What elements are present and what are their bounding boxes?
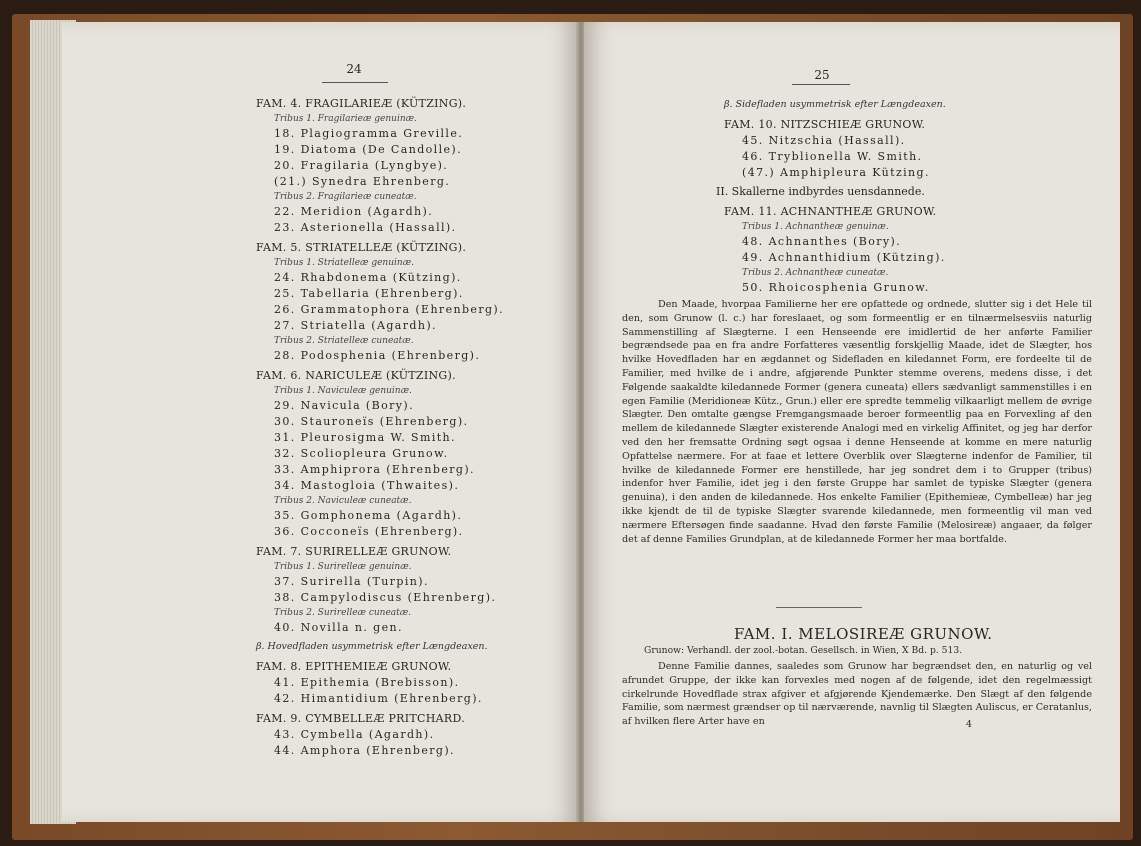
family-heading: FAM. 9. CYMBELLEÆ PRITCHARD. [256,712,465,725]
tribus-label: Tribus 1. Achnantheæ genuinæ. [742,222,889,232]
tribus-label: Tribus 1. Fragilarieæ genuinæ. [274,114,417,124]
genus-entry: 37. Surirella (Turpin). [274,575,429,588]
page-number: 24 [346,62,362,76]
genus-entry: 32. Scoliopleura Grunow. [274,447,449,460]
genus-entry: 46. Tryblionella W. Smith. [742,150,923,163]
group-heading: II. Skallerne indbyrdes uensdannede. [716,185,925,198]
family-heading: FAM. 7. SURIRELLEÆ GRUNOW. [256,545,452,558]
signature-mark: 4 [965,719,972,730]
family-heading: FAM. 8. EPITHEMIEÆ GRUNOW. [256,660,452,673]
genus-entry: 36. Cocconeïs (Ehrenberg). [274,525,464,538]
subdivision-heading: β. Hovedfladen usymmetrisk efter Længdeaxen. [256,641,488,652]
genus-list [716,94,946,296]
genus-entry: (21.) Synedra Ehrenberg. [274,175,451,188]
genus-entry: 22. Meridion (Agardh). [274,205,434,218]
genus-entry: 31. Pleurosigma W. Smith. [274,431,456,444]
genus-entry: 27. Striatella (Agardh). [274,319,437,332]
genus-entry: 42. Himantidium (Ehrenberg). [274,692,483,705]
tribus-label: Tribus 2. Fragilarieæ cuneatæ. [274,192,417,202]
page-number-rule [792,84,850,85]
tribus-label: Tribus 2. Naviculeæ cuneatæ. [274,496,412,506]
tribus-label: Tribus 2. Striatelleæ cuneatæ. [274,336,414,346]
citation: Grunow: Verhandl. der zool.-botan. Gesellsch. in Wien, X Bd. p. 513. [644,645,963,656]
genus-entry: 49. Achnanthidium (Kützing). [742,251,946,264]
tribus-label: Tribus 2. Achnantheæ cuneatæ. [742,268,889,278]
genus-entry: 20. Fragilaria (Lyngbye). [274,159,449,172]
genus-entry: 34. Mastogloia (Thwaites). [274,479,460,492]
family-heading: FAM. 5. STRIATELLEÆ (KÜTZING). [256,241,467,254]
genus-entry: 23. Asterionella (Hassall). [274,221,457,234]
genus-entry: 48. Achnanthes (Bory). [742,235,902,248]
genus-entry: 50. Rhoicosphenia Grunow. [742,281,930,294]
genus-entry: 24. Rhabdonema (Kützing). [274,271,462,284]
left-page [62,22,578,822]
tribus-label: Tribus 1. Surirelleæ genuinæ. [274,562,412,572]
genus-entry: 35. Gomphonema (Agardh). [274,509,463,522]
genus-entry: 33. Amphiprora (Ehrenberg). [274,463,475,476]
genus-entry: 28. Podosphenia (Ehrenberg). [274,349,481,362]
tribus-label: Tribus 1. Naviculeæ genuinæ. [274,386,412,396]
genus-entry: 29. Navicula (Bory). [274,399,414,412]
genus-entry: 41. Epithemia (Brebisson). [274,676,460,689]
tribus-label: Tribus 1. Striatelleæ genuinæ. [274,258,415,268]
subdivision-heading: β. Sidefladen usymmetrisk efter Længdeaxen. [724,99,946,110]
family-heading: FAM. 11. ACHNANTHEÆ GRUNOW. [724,205,937,218]
family-heading: FAM. 4. FRAGILARIEÆ (KÜTZING). [256,97,467,110]
genus-entry: 43. Cymbella (Agardh). [274,728,435,741]
right-page [584,22,1120,822]
genus-entry: 18. Plagiogramma Greville. [274,127,464,140]
section-title: FAM. I. MELOSIREÆ GRUNOW. [734,625,993,643]
genus-entry: 45. Nitzschia (Hassall). [742,134,906,147]
genus-entry: (47.) Amphipleura Kützing. [742,166,930,179]
genus-entry: 44. Amphora (Ehrenberg). [274,744,455,757]
genus-entry: 25. Tabellaria (Ehrenberg). [274,287,464,300]
section-divider [776,607,862,608]
section-paragraph: Denne Familie dannes, saaledes som Grunow har begrændset den, en naturlig og vel afrundet Gruppe, der ikke kan forvexles med nogen af de følgende, idet den regelmæssigt cirkelrunde Hovedflade strax afgiver et afgjørende Kjendemærke. Den Slægt af den følgende Familie, som nærmest grændser op til nærværende, navnlig til Slægten Auliscus, er Ceratanlus, af hvilken flere Arter have en [622,661,1092,728]
genus-entry: 38. Campylodiscus (Ehrenberg). [274,591,497,604]
page-number-rule [322,82,388,83]
family-heading: FAM. 10. NITZSCHIEÆ GRUNOW. [724,118,926,131]
tribus-label: Tribus 2. Surirelleæ cuneatæ. [274,608,412,618]
genus-list [256,92,504,759]
body-paragraph: Den Maade, hvorpaa Familierne her ere opfattede og ordnede, slutter sig i det Hele til den, som Grunow (l. c.) har foreslaaet, og som formeentlig er en tilnærmelsesviis naturlig Sammenstilling af Slægterne. I een Henseende ere imidlertid de her anførte Familier begrændsede paa en fra andre Forfatteres væsentlig forskjellig Maade, idet de Slægter, hos hvilke Hovedfladen har en ægdannet og Sidefladen en kiledannet Form, ere fordeelte til de Familier, med hvilke de i andre, afgjørende Punkter stemme overens, medens disse, i det Følgende saakaldte kiledannede Former (genera cuneata) ellers sædvanligt sammenstilles i en egen Familie (Meridioneæ Kütz., Grun.) eller ere spredte temmelig vilkaarligt mellem de øvrige Slægter. Den omtalte gængse Fremgangsmaade beroer formeentlig paa en Forvexling af den mellem de kiledannede Slægter existerende Analogi med en virkelig Affinitet, og jeg har derfor ved den her fremsatte Ordning søgt ogsaa i denne Henseende at komme en mere naturlig Opfattelse nærmere. For at faae et lettere Overblik over Slægterne indenfor de Familier, til hvilke de kiledannede Former ere henstillede, har jeg sondret dem i to Grupper (tribus) indenfor hver Familie, idet jeg i den første Gruppe har samlet de typiske Slægter (genera genuina), i den anden de kiledannede. Hos enkelte Familier (Epithemieæ, Cymbelleæ) har jeg ikke kjendt de til de typiske Slægter svarende kiledannede, men formeentlig vil man ved nærmere Eftersøgen finde saadanne. Hvad den første Familie (Melosireæ) angaaer, da følger det af denne Families Grundplan, at de kiledannede Former her maa bortfalde. [622,299,1092,545]
genus-entry: 40. Novilla n. gen. [274,621,403,634]
genus-entry: 30. Stauroneïs (Ehrenberg). [274,415,469,428]
genus-entry: 19. Diatoma (De Candolle). [274,143,462,156]
page-number: 25 [814,68,830,82]
family-heading: FAM. 6. NARICULEÆ (KÜTZING). [256,369,456,382]
genus-entry: 26. Grammatophora (Ehrenberg). [274,303,505,316]
